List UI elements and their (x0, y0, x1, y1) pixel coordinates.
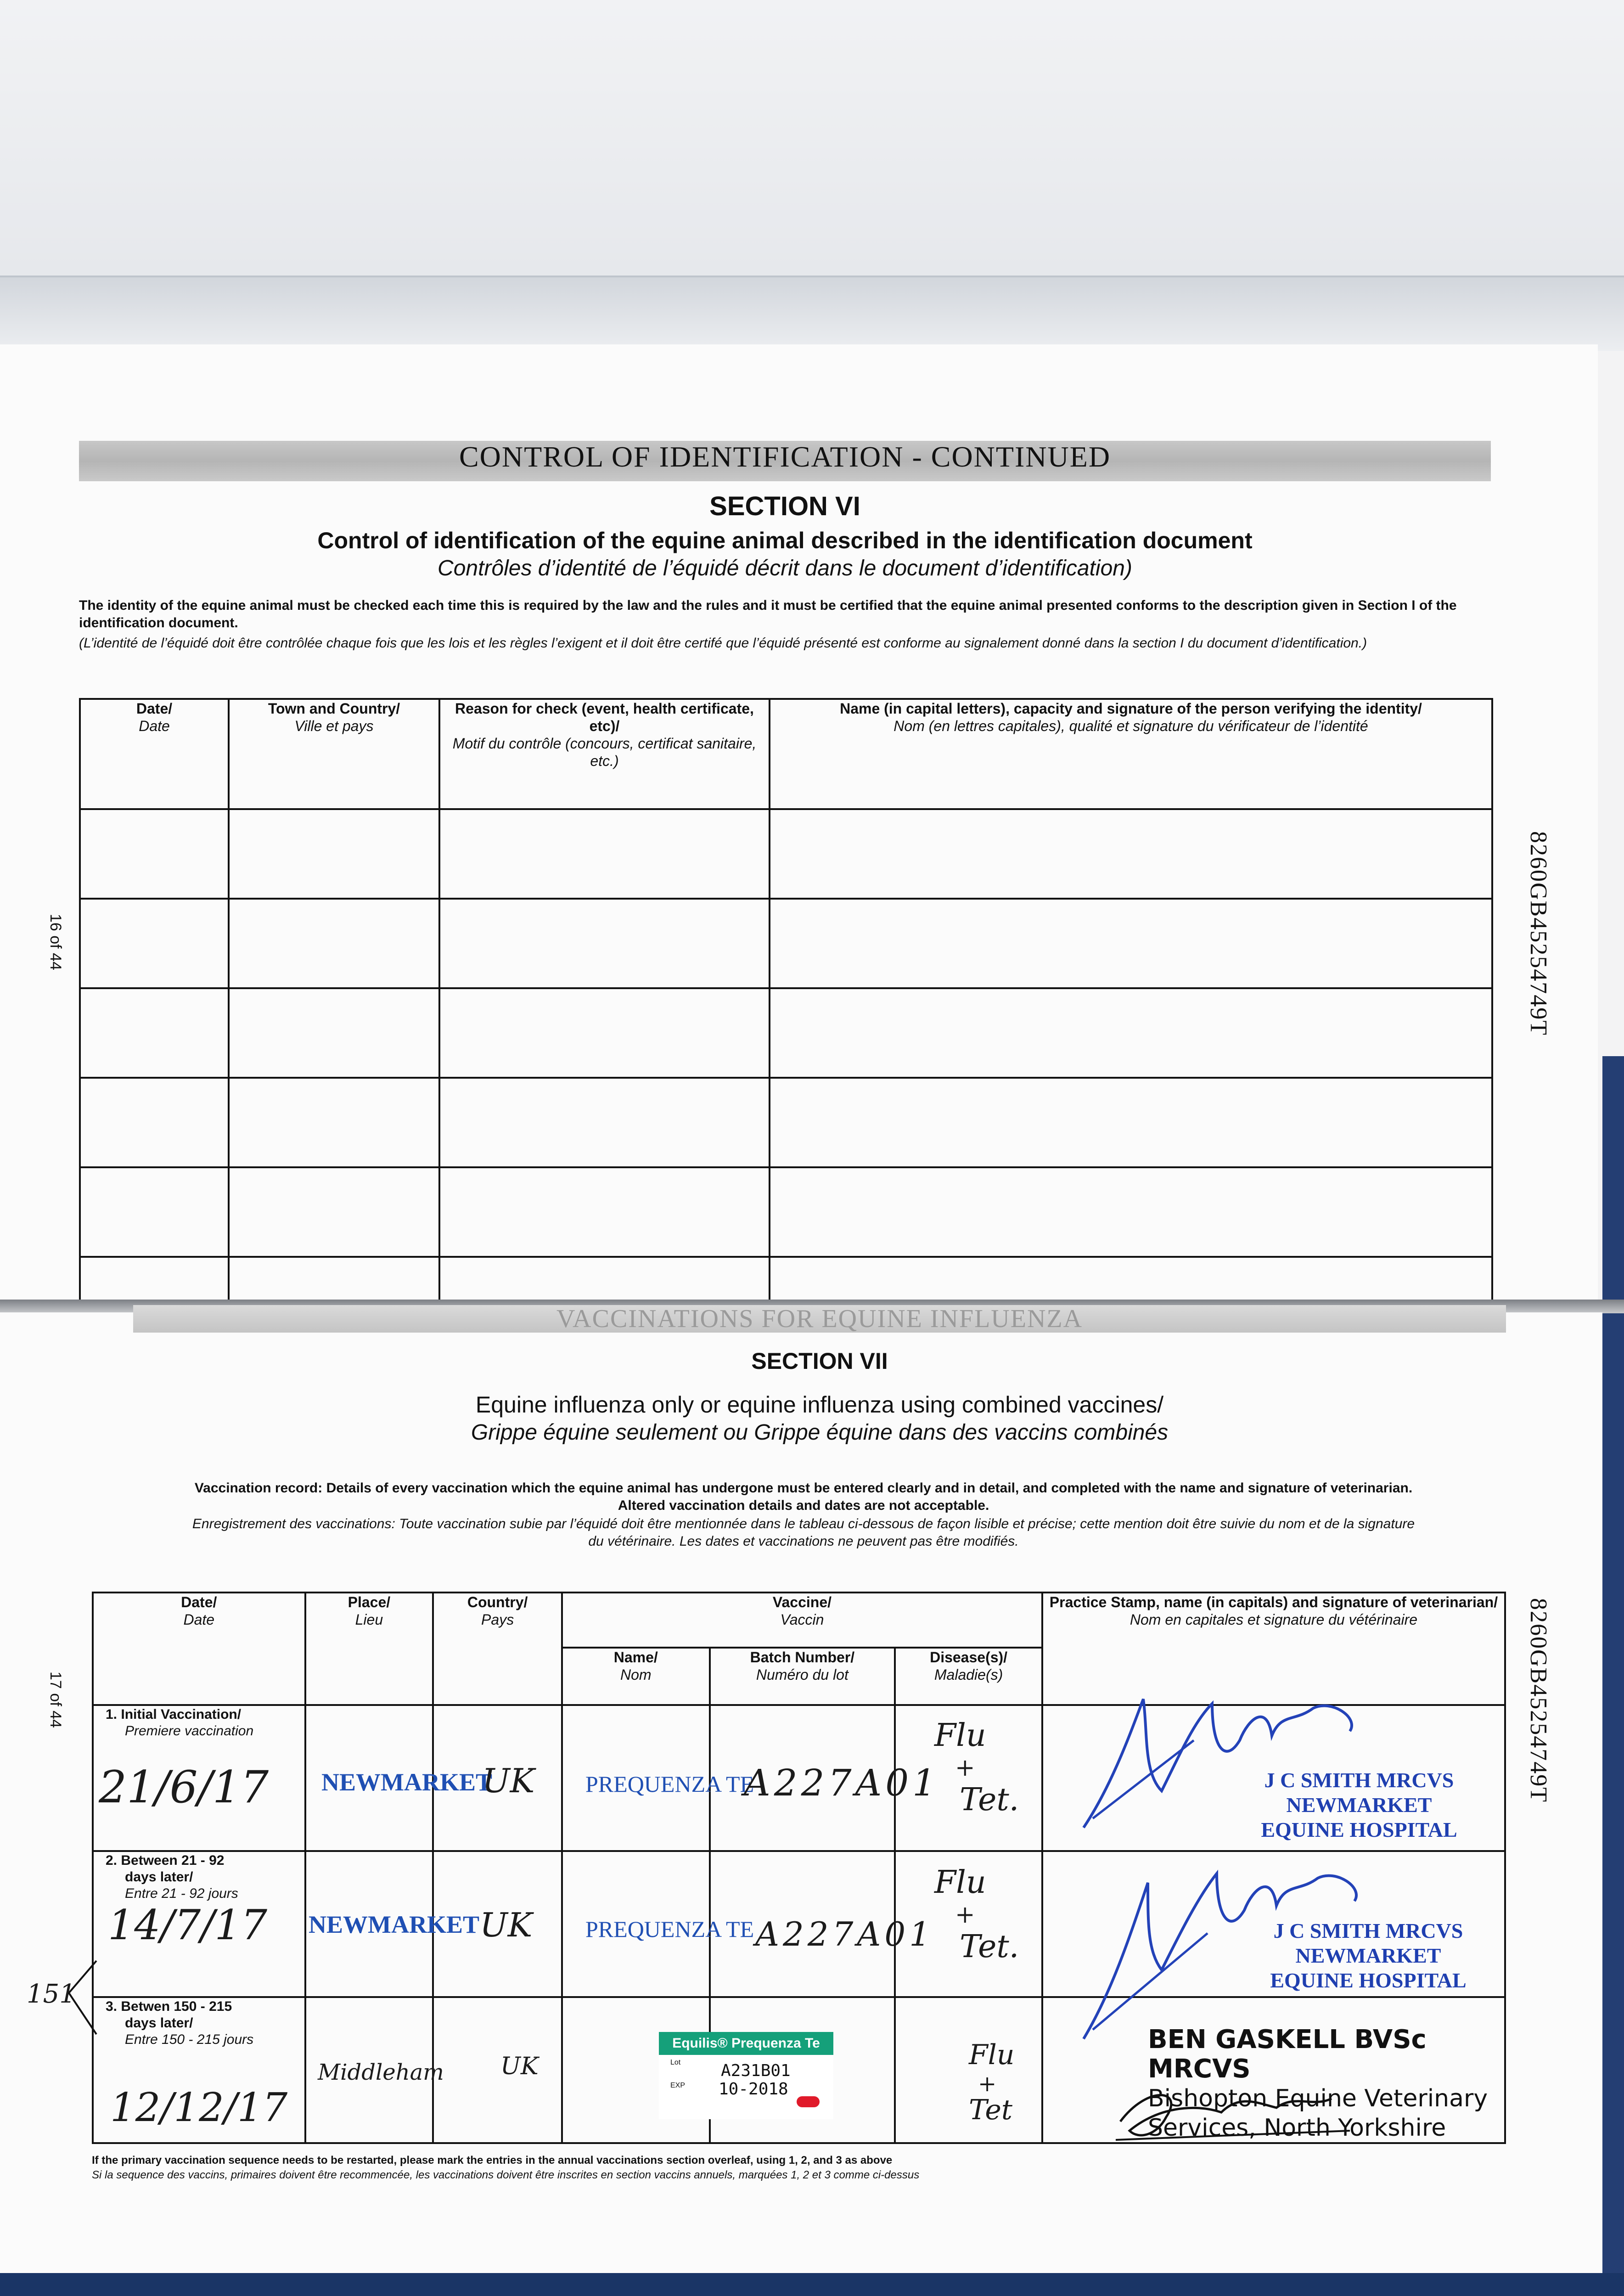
section-vi-intro-fr: (L’identité de l’équidé doit être contrôlée chaque fois que les lois et les règles l’exigent et il doit être certifé que l’équidé présenté est conforme au signalement donné dans la section I du document d’identification.) (79, 636, 1367, 651)
footer-fr: Si la sequence des vaccins, primaires doivent être recommencée, les vaccinations doivent être inscrites en section vaccins annuels, marquées 1, 2 et 3 comme ci-dessus (92, 2169, 920, 2181)
section-vii-heading: SECTION VII (751, 1348, 888, 1374)
row1-place: NEWMARKET (321, 1768, 493, 1796)
col-place: Place/ Lieu (305, 1593, 433, 1705)
col-batch: Batch Number/ Numéro du lot (710, 1648, 895, 1705)
sticker-lot: A231B01 (721, 2061, 791, 2080)
section-vi-title-en: Control of identification of the equine animal described in the identification document (317, 528, 1253, 553)
table-row[interactable] (80, 899, 1492, 988)
row2-place: NEWMARKET (309, 1911, 480, 1938)
col-vaccine: Vaccine/ Vaccin (562, 1593, 1042, 1648)
row1-country: UK (482, 1761, 535, 1800)
row3-disease-2: + (978, 2071, 997, 2097)
page-number-16: 16 of 44 (47, 914, 64, 970)
row3-stamp: BEN GASKELL BVSc MRCVS Bishopton Equine Veterinary Services, North Yorkshire (1148, 2025, 1488, 2142)
row2-vaccine-name: PREQUENZA TE (585, 1916, 754, 1942)
page-number-17: 17 of 44 (47, 1671, 64, 1728)
table-row[interactable] (80, 809, 1492, 899)
row2-disease-1: Flu (934, 1864, 986, 1901)
col-date: Date/ Date (80, 699, 229, 809)
sticker-lot-label: Lot (670, 2059, 681, 2066)
sticker-red-mark (797, 2096, 820, 2107)
section-vii-title-en: Equine influenza only or equine influenza using combined vaccines/ (475, 1392, 1164, 1418)
col-vacc-date: Date/ Date (93, 1593, 305, 1705)
row1-disease-3: Tet. (960, 1782, 1019, 1818)
ueln-upper: 8260GB45254749T (1525, 831, 1551, 1036)
col-disease: Disease(s)/ Maladie(s) (895, 1648, 1042, 1705)
table-row[interactable] (80, 1078, 1492, 1167)
row3-disease-1: Flu (969, 2039, 1015, 2071)
section-vii-intro-en-2: Altered vaccination details and dates are not acceptable. (618, 1498, 989, 1513)
row3-country: UK (500, 2053, 539, 2080)
col-verifier: Name (in capital letters), capacity and signature of the person verifying the identity/ Nom (en lettres capitales), qualité et signature du vérificateur de l’identité (770, 699, 1492, 809)
row2-country: UK (480, 1906, 533, 1944)
row2-disease-3: Tet. (960, 1929, 1019, 1965)
col-vaccine-name: Name/ Nom (562, 1648, 709, 1705)
row3-date: 12/12/17 (110, 2085, 288, 2131)
table-row[interactable] (80, 988, 1492, 1078)
row2-stamp: J C SMITH MRCVS NEWMARKET EQUINE HOSPITAL (1270, 1919, 1467, 1992)
section-vii-intro-fr-1: Enregistrement des vaccinations: Toute vaccination subie par l’équidé doit être mentionnée dans le tableau ci-dessous de façon lisible et précise; cette mention doit être suivie du nom et de la signature (192, 1516, 1415, 1531)
row2-batch: A227A01 (755, 1915, 934, 1953)
col-reason: Reason for check (event, health certificate, etc)/ Motif du contrôle (concours, certificat sanitaire, etc.) (439, 699, 770, 809)
plastic-sleeve-edge (0, 276, 1624, 351)
margin-note: 151 (27, 1979, 76, 2009)
section-vii-intro-en-1: Vaccination record: Details of every vaccination which the equine animal has undergone must be entered clearly and in detail, and completed with the name and signature of veterinarian. (194, 1480, 1413, 1496)
margin-note-bracket (60, 1956, 101, 2039)
section-vii-banner: VACCINATIONS FOR EQUINE INFLUENZA (133, 1305, 1506, 1333)
row1-stamp: J C SMITH MRCVS NEWMARKET EQUINE HOSPITAL (1261, 1768, 1457, 1841)
col-practice-stamp: Practice Stamp, name (in capitals) and signature of veterinarian/ Nom en capitales et signature du vétérinaire (1042, 1593, 1505, 1705)
scan-edge-bottom (0, 2273, 1624, 2296)
row3-place: Middleham (318, 2060, 444, 2085)
sticker-exp: 10-2018 (719, 2080, 788, 2099)
row3-disease-3: Tet (969, 2094, 1012, 2126)
row3-label: 3. Betwen 150 - 215 days later/ Entre 150 - 215 jours (106, 1999, 254, 2047)
row2-disease-2: + (955, 1901, 975, 1929)
section-vi-heading: SECTION VI (709, 491, 860, 521)
row2-date: 14/7/17 (108, 1901, 267, 1949)
ueln-lower: 8260GB45254749T (1525, 1598, 1551, 1803)
section-vi-intro-en: The identity of the equine animal must be checked each time this is required by the law and the rules and it must be certified that the equine animal presented conforms to the description given in Section I of the identification document. (79, 598, 1457, 630)
table-row[interactable] (80, 1167, 1492, 1257)
vaccine-sticker (659, 2032, 833, 2119)
sticker-exp-label: EXP (670, 2082, 686, 2089)
section-vi-title-fr: Contrôles d’identité de l’équidé décrit dans le document d’identification) (438, 556, 1132, 580)
row1-label: 1. Initial Vaccination/ Premiere vaccination (106, 1707, 254, 1739)
footer-en: If the primary vaccination sequence needs to be restarted, please mark the entries in the annual vaccinations section overleaf, using 1, 2, and 3 as above (92, 2154, 893, 2167)
row2-label: 2. Between 21 - 92 days later/ Entre 21 - 92 jours (106, 1853, 238, 1901)
section-vi-banner: CONTROL OF IDENTIFICATION - CONTINUED (79, 441, 1491, 481)
sticker-title: Equilis® Prequenza Te (659, 2032, 833, 2055)
row3-signature (1111, 2066, 1368, 2149)
row1-disease-1: Flu (934, 1717, 986, 1754)
row1-batch: A227A01 (744, 1761, 940, 1804)
col-town-country: Town and Country/ Ville et pays (229, 699, 439, 809)
col-country: Country/ Pays (433, 1593, 562, 1705)
section-vii-title-fr: Grippe équine seulement ou Grippe équine dans des vaccins combinés (471, 1420, 1169, 1445)
section-vii-intro-fr-2: du vétérinaire. Les dates et vaccinations ne peuvent pas être modifiés. (588, 1534, 1019, 1549)
row1-disease-2: + (955, 1754, 975, 1782)
table-row[interactable] (80, 1257, 1492, 1303)
scan-edge-right (1602, 1056, 1624, 2273)
row1-date: 21/6/17 (99, 1761, 269, 1813)
identification-check-table (79, 698, 1493, 1304)
row1-vaccine-name: PREQUENZA TE (585, 1771, 754, 1797)
